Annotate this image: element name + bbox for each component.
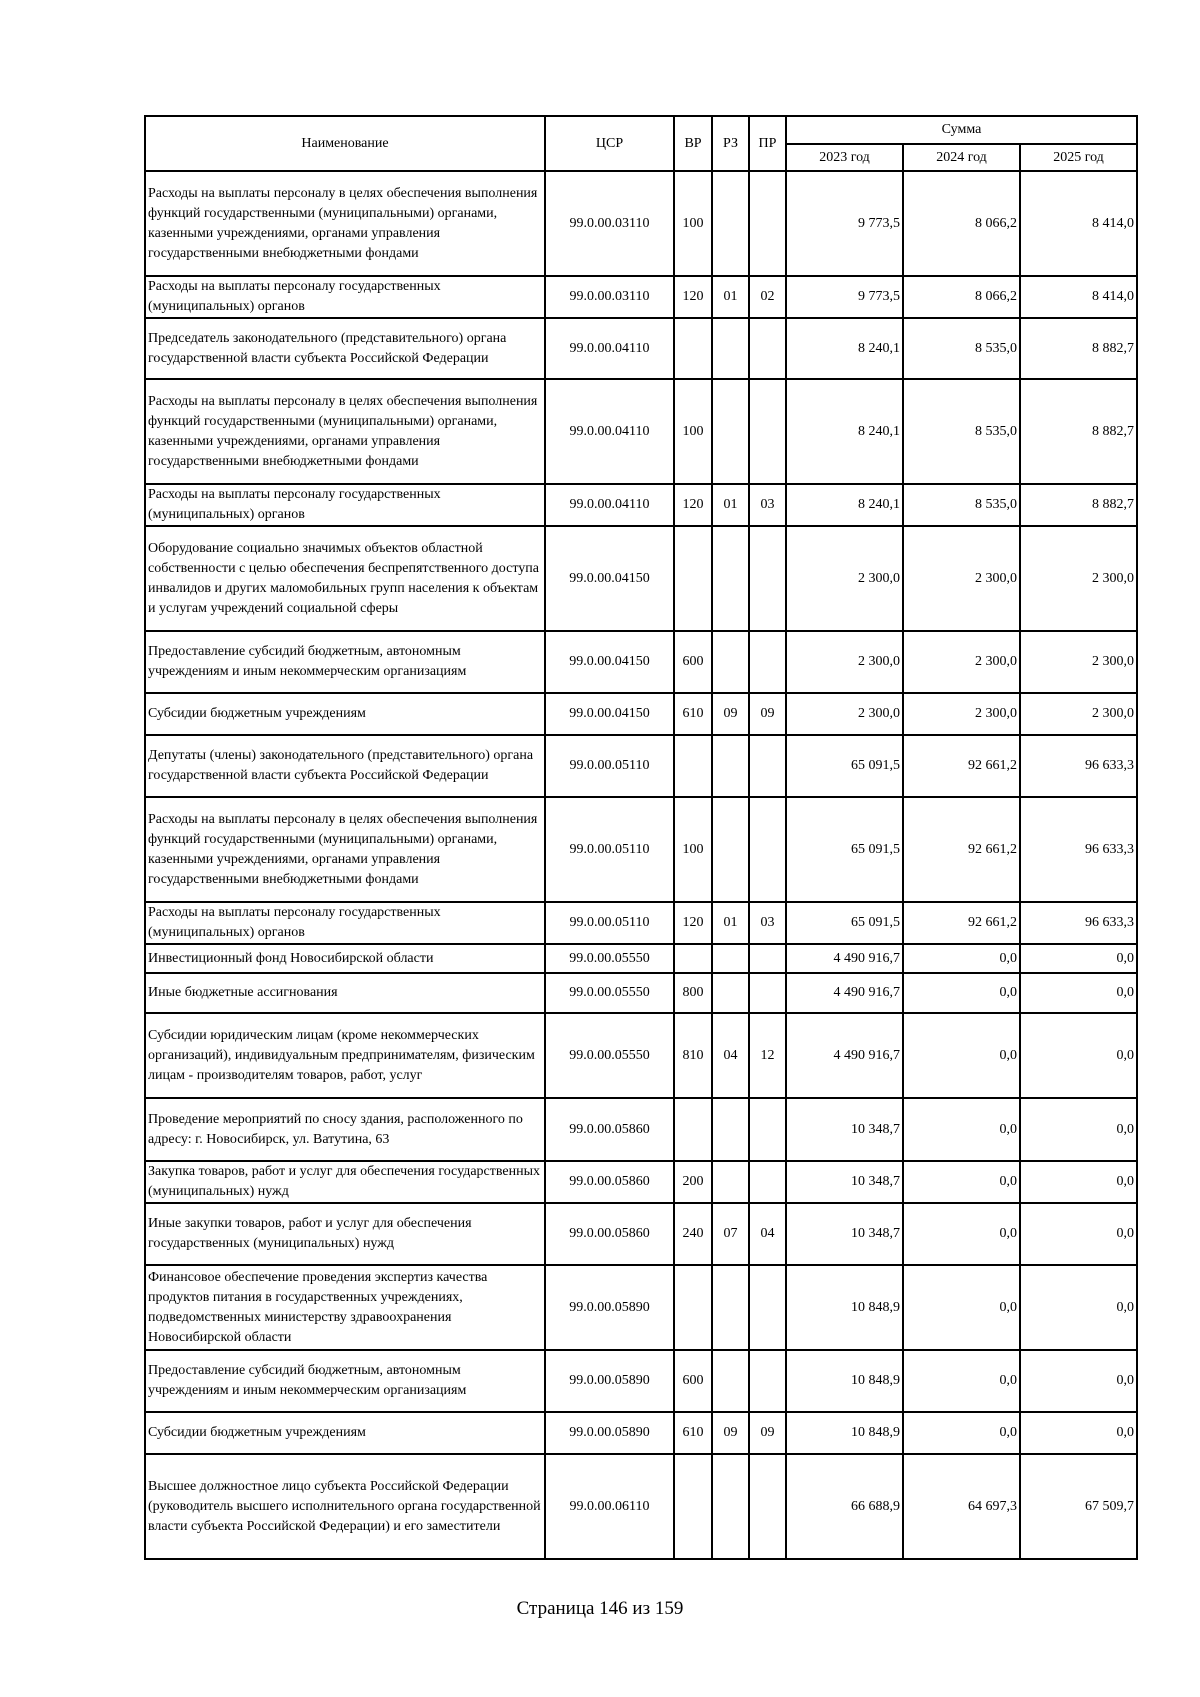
row-name: Субсидии бюджетным учреждениям	[145, 1412, 545, 1454]
row-vr	[674, 1265, 712, 1350]
table-row	[145, 379, 1137, 484]
row-sum-2025: 0,0	[1020, 973, 1137, 1013]
row-rz	[712, 379, 749, 484]
row-csr: 99.0.00.05890	[545, 1350, 674, 1412]
row-sum-2024: 2 300,0	[903, 631, 1020, 693]
row-csr: 99.0.00.04150	[545, 526, 674, 631]
row-pr	[749, 526, 786, 631]
row-sum-2023: 66 688,9	[786, 1454, 903, 1559]
row-csr: 99.0.00.05110	[545, 902, 674, 944]
row-csr: 99.0.00.05860	[545, 1161, 674, 1203]
row-sum-2025: 0,0	[1020, 1350, 1137, 1412]
row-sum-2023: 65 091,5	[786, 902, 903, 944]
row-sum-2024: 8 066,2	[903, 171, 1020, 276]
row-sum-2023: 8 240,1	[786, 379, 903, 484]
row-sum-2024: 2 300,0	[903, 693, 1020, 735]
header-pr: ПР	[749, 116, 786, 171]
row-pr	[749, 735, 786, 797]
row-name: Расходы на выплаты персоналу государственных (муниципальных) органов	[145, 276, 545, 318]
row-rz	[712, 1161, 749, 1203]
row-name: Расходы на выплаты персоналу в целях обеспечения выполнения функций государственными (муниципальными) органами, казенными учреждениями, органами управления государственными внебюджетными фондами	[145, 379, 545, 484]
row-rz	[712, 797, 749, 902]
row-csr: 99.0.00.05550	[545, 944, 674, 973]
row-rz: 01	[712, 902, 749, 944]
table-row	[145, 171, 1137, 276]
table-row	[145, 1161, 1137, 1203]
row-rz	[712, 973, 749, 1013]
row-sum-2025: 2 300,0	[1020, 693, 1137, 735]
table-row	[145, 318, 1137, 379]
row-pr	[749, 1161, 786, 1203]
row-rz	[712, 631, 749, 693]
row-vr: 100	[674, 379, 712, 484]
table-row	[145, 735, 1137, 797]
row-vr: 810	[674, 1013, 712, 1098]
row-csr: 99.0.00.04150	[545, 693, 674, 735]
row-sum-2025: 8 882,7	[1020, 484, 1137, 526]
row-sum-2025: 96 633,3	[1020, 735, 1137, 797]
header-year-2023: 2023 год	[786, 144, 903, 171]
table-row	[145, 693, 1137, 735]
row-sum-2023: 65 091,5	[786, 735, 903, 797]
budget-table	[144, 115, 1138, 1560]
table-row	[145, 797, 1137, 902]
row-name: Инвестиционный фонд Новосибирской области	[145, 944, 545, 973]
row-sum-2024: 92 661,2	[903, 797, 1020, 902]
table-row	[145, 1454, 1137, 1559]
row-vr: 120	[674, 902, 712, 944]
row-sum-2024: 8 535,0	[903, 318, 1020, 379]
row-name: Субсидии бюджетным учреждениям	[145, 693, 545, 735]
row-pr	[749, 318, 786, 379]
row-sum-2023: 4 490 916,7	[786, 1013, 903, 1098]
row-sum-2024: 64 697,3	[903, 1454, 1020, 1559]
row-name: Иные бюджетные ассигнования	[145, 973, 545, 1013]
row-sum-2023: 2 300,0	[786, 526, 903, 631]
row-rz	[712, 171, 749, 276]
row-csr: 99.0.00.05890	[545, 1265, 674, 1350]
row-pr: 04	[749, 1203, 786, 1265]
row-rz	[712, 1454, 749, 1559]
row-pr: 12	[749, 1013, 786, 1098]
row-sum-2024: 0,0	[903, 1013, 1020, 1098]
header-vr: ВР	[674, 116, 712, 171]
row-rz	[712, 735, 749, 797]
page-number: Страница 146 из 159	[516, 1598, 684, 1619]
row-csr: 99.0.00.05550	[545, 973, 674, 1013]
row-sum-2024: 0,0	[903, 1350, 1020, 1412]
row-sum-2023: 8 240,1	[786, 484, 903, 526]
row-sum-2025: 0,0	[1020, 1098, 1137, 1161]
row-name: Расходы на выплаты персоналу государственных (муниципальных) органов	[145, 484, 545, 526]
row-name: Проведение мероприятий по сносу здания, расположенного по адресу: г. Новосибирск, ул. Ватутина, 63	[145, 1098, 545, 1161]
table-row	[145, 1098, 1137, 1161]
row-pr: 02	[749, 276, 786, 318]
row-csr: 99.0.00.05860	[545, 1203, 674, 1265]
row-sum-2023: 4 490 916,7	[786, 944, 903, 973]
row-csr: 99.0.00.03110	[545, 276, 674, 318]
row-vr	[674, 526, 712, 631]
row-csr: 99.0.00.04110	[545, 379, 674, 484]
row-csr: 99.0.00.03110	[545, 171, 674, 276]
row-rz: 01	[712, 276, 749, 318]
row-pr	[749, 171, 786, 276]
header-rz: РЗ	[712, 116, 749, 171]
row-sum-2025: 0,0	[1020, 1203, 1137, 1265]
row-sum-2023: 2 300,0	[786, 693, 903, 735]
row-sum-2025: 0,0	[1020, 1013, 1137, 1098]
row-sum-2024: 0,0	[903, 1265, 1020, 1350]
table-row	[145, 944, 1137, 973]
row-sum-2023: 10 848,9	[786, 1412, 903, 1454]
row-name: Депутаты (члены) законодательного (представительного) органа государственной власти субъекта Российской Федерации	[145, 735, 545, 797]
header-year-2024: 2024 год	[903, 144, 1020, 171]
row-pr: 09	[749, 693, 786, 735]
row-sum-2024: 0,0	[903, 973, 1020, 1013]
table-row	[145, 902, 1137, 944]
row-pr	[749, 1454, 786, 1559]
row-pr	[749, 1350, 786, 1412]
row-name: Председатель законодательного (представительного) органа государственной власти субъекта Российской Федерации	[145, 318, 545, 379]
table-row	[145, 973, 1137, 1013]
row-vr: 100	[674, 797, 712, 902]
row-pr	[749, 944, 786, 973]
table-row	[145, 1265, 1137, 1350]
row-csr: 99.0.00.05110	[545, 797, 674, 902]
row-vr: 600	[674, 1350, 712, 1412]
row-name: Закупка товаров, работ и услуг для обеспечения государственных (муниципальных) нужд	[145, 1161, 545, 1203]
table-body	[145, 171, 1137, 1559]
row-name: Расходы на выплаты персоналу в целях обеспечения выполнения функций государственными (муниципальными) органами, казенными учреждениями, органами управления государственными внебюджетными фондами	[145, 171, 545, 276]
row-sum-2023: 10 848,9	[786, 1265, 903, 1350]
row-rz	[712, 318, 749, 379]
row-sum-2023: 10 348,7	[786, 1161, 903, 1203]
table-row	[145, 484, 1137, 526]
row-vr: 610	[674, 1412, 712, 1454]
row-sum-2025: 67 509,7	[1020, 1454, 1137, 1559]
row-vr	[674, 735, 712, 797]
row-sum-2025: 0,0	[1020, 1161, 1137, 1203]
row-sum-2023: 65 091,5	[786, 797, 903, 902]
row-sum-2024: 92 661,2	[903, 902, 1020, 944]
row-name: Субсидии юридическим лицам (кроме некоммерческих организаций), индивидуальным предпринимателям, физическим лицам - производителям товаров, работ, услуг	[145, 1013, 545, 1098]
row-vr: 610	[674, 693, 712, 735]
row-vr: 200	[674, 1161, 712, 1203]
row-rz: 09	[712, 693, 749, 735]
row-sum-2025: 8 882,7	[1020, 379, 1137, 484]
row-vr: 100	[674, 171, 712, 276]
table-row	[145, 1013, 1137, 1098]
row-rz	[712, 526, 749, 631]
row-vr	[674, 944, 712, 973]
row-sum-2024: 0,0	[903, 1203, 1020, 1265]
row-csr: 99.0.00.06110	[545, 1454, 674, 1559]
row-sum-2024: 92 661,2	[903, 735, 1020, 797]
row-sum-2025: 96 633,3	[1020, 797, 1137, 902]
row-pr	[749, 1098, 786, 1161]
row-pr	[749, 631, 786, 693]
table-header	[145, 116, 1137, 171]
row-sum-2025: 0,0	[1020, 1265, 1137, 1350]
table-row	[145, 526, 1137, 631]
row-sum-2023: 10 348,7	[786, 1098, 903, 1161]
table-row	[145, 1350, 1137, 1412]
row-sum-2025: 0,0	[1020, 1412, 1137, 1454]
header-year-2025: 2025 год	[1020, 144, 1137, 171]
row-sum-2024: 8 535,0	[903, 379, 1020, 484]
row-sum-2024: 0,0	[903, 1098, 1020, 1161]
row-rz: 04	[712, 1013, 749, 1098]
header-csr: ЦСР	[545, 116, 674, 171]
row-csr: 99.0.00.05110	[545, 735, 674, 797]
row-vr: 120	[674, 484, 712, 526]
row-sum-2024: 2 300,0	[903, 526, 1020, 631]
row-pr	[749, 797, 786, 902]
row-vr: 240	[674, 1203, 712, 1265]
row-name: Расходы на выплаты персоналу государственных (муниципальных) органов	[145, 902, 545, 944]
row-sum-2024: 0,0	[903, 1161, 1020, 1203]
row-sum-2023: 2 300,0	[786, 631, 903, 693]
row-sum-2025: 0,0	[1020, 944, 1137, 973]
row-name: Предоставление субсидий бюджетным, автономным учреждениям и иным некоммерческим организациям	[145, 631, 545, 693]
row-csr: 99.0.00.05860	[545, 1098, 674, 1161]
row-csr: 99.0.00.04110	[545, 484, 674, 526]
header-sum: Сумма	[786, 116, 1137, 144]
table-row	[145, 631, 1137, 693]
row-rz	[712, 1098, 749, 1161]
row-rz: 09	[712, 1412, 749, 1454]
row-csr: 99.0.00.05550	[545, 1013, 674, 1098]
row-sum-2023: 4 490 916,7	[786, 973, 903, 1013]
row-sum-2024: 0,0	[903, 1412, 1020, 1454]
row-sum-2025: 8 414,0	[1020, 276, 1137, 318]
row-name: Иные закупки товаров, работ и услуг для обеспечения государственных (муниципальных) нужд	[145, 1203, 545, 1265]
row-sum-2025: 2 300,0	[1020, 631, 1137, 693]
row-sum-2023: 10 848,9	[786, 1350, 903, 1412]
row-csr: 99.0.00.04150	[545, 631, 674, 693]
row-rz: 07	[712, 1203, 749, 1265]
row-vr	[674, 318, 712, 379]
row-vr	[674, 1098, 712, 1161]
row-pr: 03	[749, 484, 786, 526]
row-name: Оборудование социально значимых объектов областной собственности с целью обеспечения беспрепятственного доступа инвалидов и других маломобильных групп населения к объектам и услугам учреждений социальной сферы	[145, 526, 545, 631]
row-sum-2025: 8 414,0	[1020, 171, 1137, 276]
row-rz	[712, 1350, 749, 1412]
row-sum-2023: 10 348,7	[786, 1203, 903, 1265]
row-csr: 99.0.00.05890	[545, 1412, 674, 1454]
row-vr	[674, 1454, 712, 1559]
row-pr	[749, 379, 786, 484]
row-sum-2024: 0,0	[903, 944, 1020, 973]
row-sum-2024: 8 066,2	[903, 276, 1020, 318]
row-pr: 03	[749, 902, 786, 944]
row-name: Предоставление субсидий бюджетным, автономным учреждениям и иным некоммерческим организациям	[145, 1350, 545, 1412]
row-vr: 120	[674, 276, 712, 318]
header-name: Наименование	[145, 116, 545, 171]
row-sum-2023: 9 773,5	[786, 276, 903, 318]
row-sum-2025: 96 633,3	[1020, 902, 1137, 944]
table-row	[145, 1203, 1137, 1265]
row-name: Высшее должностное лицо субъекта Российской Федерации (руководитель высшего исполнительного органа государственной власти субъекта Российской Федерации) и его заместители	[145, 1454, 545, 1559]
row-sum-2023: 8 240,1	[786, 318, 903, 379]
row-sum-2024: 8 535,0	[903, 484, 1020, 526]
row-name: Расходы на выплаты персоналу в целях обеспечения выполнения функций государственными (муниципальными) органами, казенными учреждениями, органами управления государственными внебюджетными фондами	[145, 797, 545, 902]
row-rz	[712, 944, 749, 973]
row-sum-2023: 9 773,5	[786, 171, 903, 276]
row-vr: 800	[674, 973, 712, 1013]
row-pr	[749, 1265, 786, 1350]
row-vr: 600	[674, 631, 712, 693]
row-csr: 99.0.00.04110	[545, 318, 674, 379]
row-rz: 01	[712, 484, 749, 526]
row-sum-2025: 8 882,7	[1020, 318, 1137, 379]
table-row	[145, 1412, 1137, 1454]
table-row	[145, 276, 1137, 318]
row-name: Финансовое обеспечение проведения экспертиз качества продуктов питания в государственных учреждениях, подведомственных министерству здравоохранения Новосибирской области	[145, 1265, 545, 1350]
row-sum-2025: 2 300,0	[1020, 526, 1137, 631]
row-pr: 09	[749, 1412, 786, 1454]
row-pr	[749, 973, 786, 1013]
row-rz	[712, 1265, 749, 1350]
